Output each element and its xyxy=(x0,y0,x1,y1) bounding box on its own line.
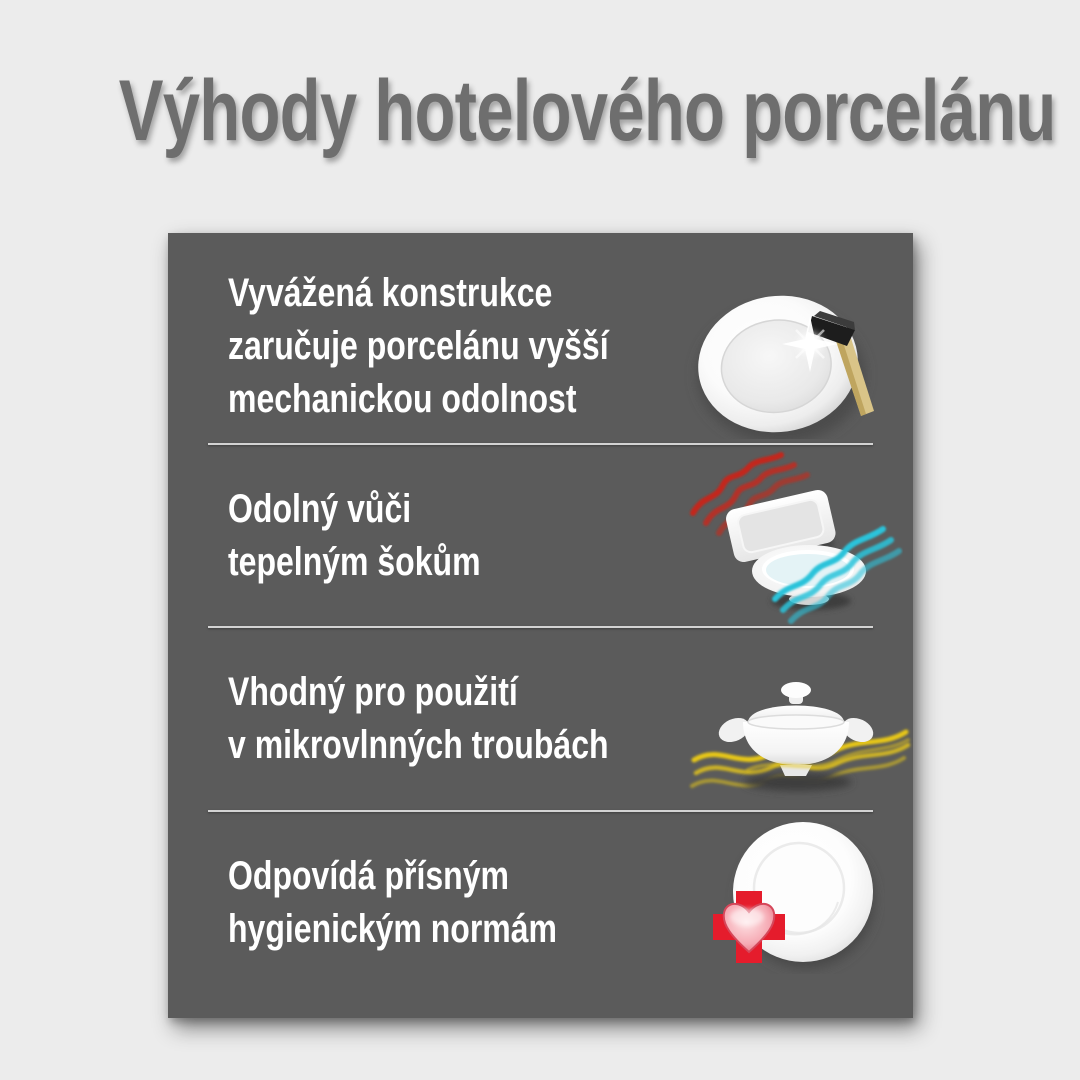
page-title: Výhody hotelového porcelánu xyxy=(118,63,1056,159)
plate-hammer-icon xyxy=(683,289,883,439)
benefit-text-thermal xyxy=(228,483,481,589)
benefit-line: Vhodný pro použití xyxy=(228,670,518,714)
benefits-card xyxy=(168,233,913,1018)
benefit-text-microwave xyxy=(228,666,609,772)
benefit-line: mechanickou odolnost xyxy=(228,376,577,421)
tureen xyxy=(715,682,877,776)
benefit-line: Vyvážená konstrukce xyxy=(228,270,553,315)
benefit-row-thermal xyxy=(168,445,913,626)
benefit-text-hygiene xyxy=(228,850,557,956)
benefit-row-microwave xyxy=(168,628,913,810)
benefit-row-hygiene xyxy=(168,812,913,1018)
benefit-line: Odpovídá přísným xyxy=(228,854,509,898)
benefit-line: tepelným šokům xyxy=(228,539,481,584)
benefit-text-mechanical xyxy=(228,267,609,426)
microwave-tureen-icon xyxy=(688,652,913,804)
benefit-line: hygienickým normám xyxy=(228,907,557,951)
benefit-row-mechanical xyxy=(168,233,913,443)
benefit-line: Odolný vůči xyxy=(228,486,412,531)
hygiene-plate-cross-icon xyxy=(700,822,885,974)
benefit-line: zaručuje porcelánu vyšší xyxy=(228,323,609,368)
thermal-shock-dishes-icon xyxy=(683,449,903,625)
benefit-line: v mikrovlnných troubách xyxy=(228,723,609,767)
